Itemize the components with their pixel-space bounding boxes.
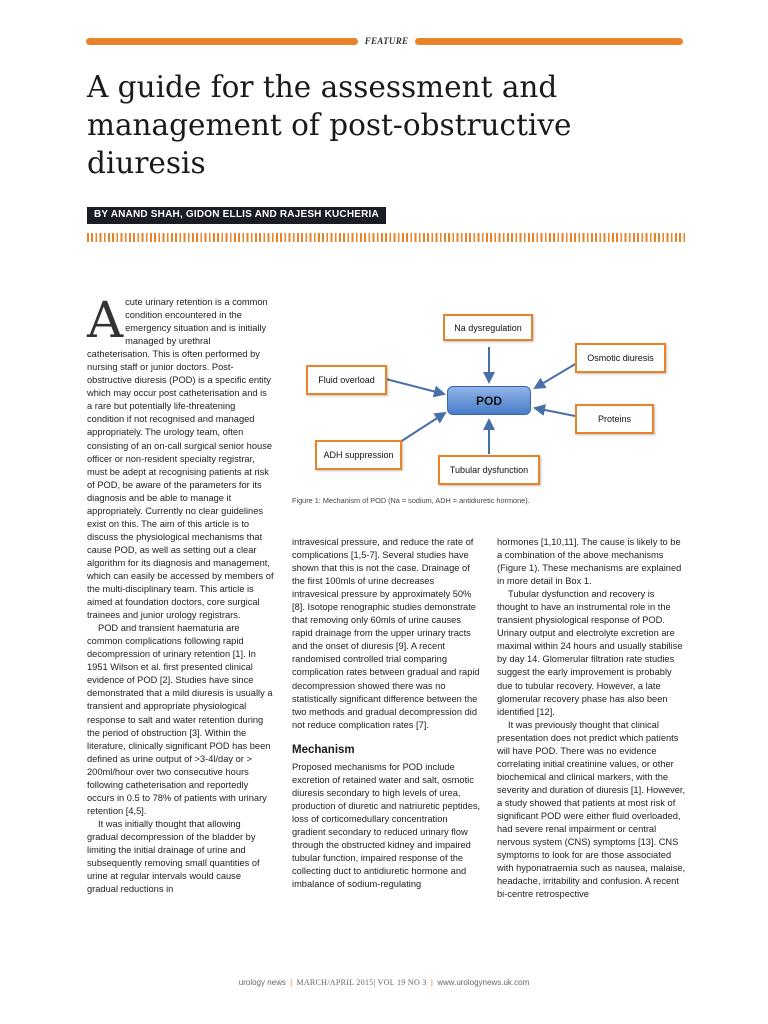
column-2 xyxy=(292,536,482,891)
box-fluid-overload: Fluid overload xyxy=(306,365,387,395)
intro-paragraph xyxy=(87,291,274,622)
box-osmotic-diuresis: Osmotic diuresis xyxy=(575,343,666,373)
section-label: FEATURE xyxy=(364,36,409,46)
article-title: A guide for the assessment and management of post-obstructive diuresis xyxy=(87,70,572,180)
header-rule-left xyxy=(86,38,358,45)
box-proteins: Proteins xyxy=(575,404,654,434)
header-rule-right xyxy=(415,38,683,45)
box-na-dysregulation: Na dysregulation xyxy=(443,314,533,341)
figure-caption: Figure 1: Mechanism of POD (Na = sodium, ADH = antidiuretic hormone). xyxy=(292,496,530,505)
page-footer: urology news | MARCH/APRIL 2015| VOL 19 NO 3 | www.urologynews.uk.com xyxy=(238,978,530,987)
box-tubular-dysfunction: Tubular dysfunction xyxy=(438,455,540,485)
drop-cap: A xyxy=(87,291,124,349)
box-adh-suppression: ADH suppression xyxy=(315,440,402,470)
arrow-fluid xyxy=(382,378,444,394)
header-bar xyxy=(86,37,683,46)
arrow-osmotic xyxy=(535,363,577,388)
decorative-tick-rule xyxy=(87,233,685,242)
section-heading-mechanism: Mechanism xyxy=(292,743,355,756)
paragraph: It was previously thought that clinical presentation does not predict which patients will have POD. There was no evidence correlating initial creatinine values, or other biochemical and clinical markers, with the severity and duration of diuresis [1]. However, a study showed that patients at most risk of significant POD were either fluid overloaded, had severe renal impairment or central nervous system (CNS) symptoms [13]. CNS symptoms to look for are those associated with hyponatraemia such as nausea, malaise, headache, irritability and confusion. A recent bi-centre retrospective xyxy=(497,719,686,900)
paragraph: hormones [1,10,11]. The cause is likely to be a combination of the above mechanisms (Figure 1). These mechanisms are explained in more detail in Box 1. xyxy=(497,537,682,587)
paragraph: intravesical pressure, and reduce the rate of complications [1,5-7]. Several studies have shown that this is not the case. Drainage of the first 100mls of urine decreases intravesical pressure by approximately 50% [8]. Isotope renographic studies demonstrate that removing only 60mls of urine causes rapid drainage from the upper urinary tracts and the onset of diuresis [9]. A recent randomised controlled trial comparing complication rates between gradual and rapid decompression showed there was no statistically significant difference between the two methods and gradual decompression did not reduce complication rates [7]. xyxy=(292,537,480,730)
paragraph: Tubular dysfunction and recovery is thought to have an instrumental role in the transient physiological response of POD. Urinary output and electrolyte excretion are maximal within 24 hours and usually stabilise by day 14. Glomerular filtration rate studies suggest the early improvement is probably due to tubular recovery. However, a late glomerular recovery phase has also been identified [12]. xyxy=(497,589,683,717)
footer-site: urology news xyxy=(238,978,286,987)
column-1 xyxy=(87,291,274,896)
intro-text: cute urinary retention is a common condition encountered in the emergency situation and is initially managed by urethral catheterisation. This is often performed by nursing staff or junior doctors. Post-obstructive diuresis (POD) is a specific entity which may occur post catheterisation and is a rare but potentially life-threatening condition if not recognised and managed appropriately. The urology team, often consisting of an on-call surgical senior house officer or non-resident specialty registrar, must be adept at recognising patients at risk of POD, be aware of the parameters for its diagnosis and be able to manage it appropriately. Currently no clear guidelines exist on this. The aim of this article is to discuss the physiological mechanisms that cause POD, as well as setting out a clear algorithm for its diagnosis and management, which can easily be accessed by members of the multi-disciplinary team. This article is aimed at foundation doctors, core surgical trainees and junior urology registrars. xyxy=(87,297,274,621)
arrow-proteins xyxy=(535,408,575,416)
arrow-adh xyxy=(397,413,445,444)
footer-issue: MARCH/APRIL 2015| VOL 19 NO 3 xyxy=(296,978,427,987)
paragraph: It was initially thought that allowing gradual decompression of the bladder by limiting the initial drainage of urine and subsequently removing small quantities of urine at regular intervals would cause gradual reductions in xyxy=(87,818,260,895)
byline: BY ANAND SHAH, GIDON ELLIS AND RAJESH KUCHERIA xyxy=(87,207,386,224)
pod-center-node: POD xyxy=(447,386,531,415)
figure-1-diagram xyxy=(292,300,687,500)
paragraph: Proposed mechanisms for POD include excretion of retained water and salt, osmotic diuresis secondary to high levels of urea, production of diuretic and natriuretic peptides, loss of corticomedullary concentration gradient secondary to reduced urinary flow through the obstructed kidney and impaired tubular function, impaired response of the collecting duct to antidiuretic hormone and imbalance of sodium-regulating xyxy=(292,761,481,890)
paragraph: POD and transient haematuria are common complications following rapid decompression of urinary retention [1]. In 1951 Wilson et al. first presented clinical evidence of POD [2]. Studies have since demonstrated that a mild diuresis is usually a transient and appropriate physiological response to salt and water retention during the period of obstruction [3]. Within the literature, clinically significant POD has been defined as urine output of >3-4l/day or > 200ml/hour over two consecutive hours following catheterisation and reportedly occurs in 0.5 to 78% of patients with urinary retention [4,5]. xyxy=(87,623,273,816)
column-3 xyxy=(497,536,687,901)
footer-url[interactable]: www.urologynews.uk.com xyxy=(437,978,530,987)
